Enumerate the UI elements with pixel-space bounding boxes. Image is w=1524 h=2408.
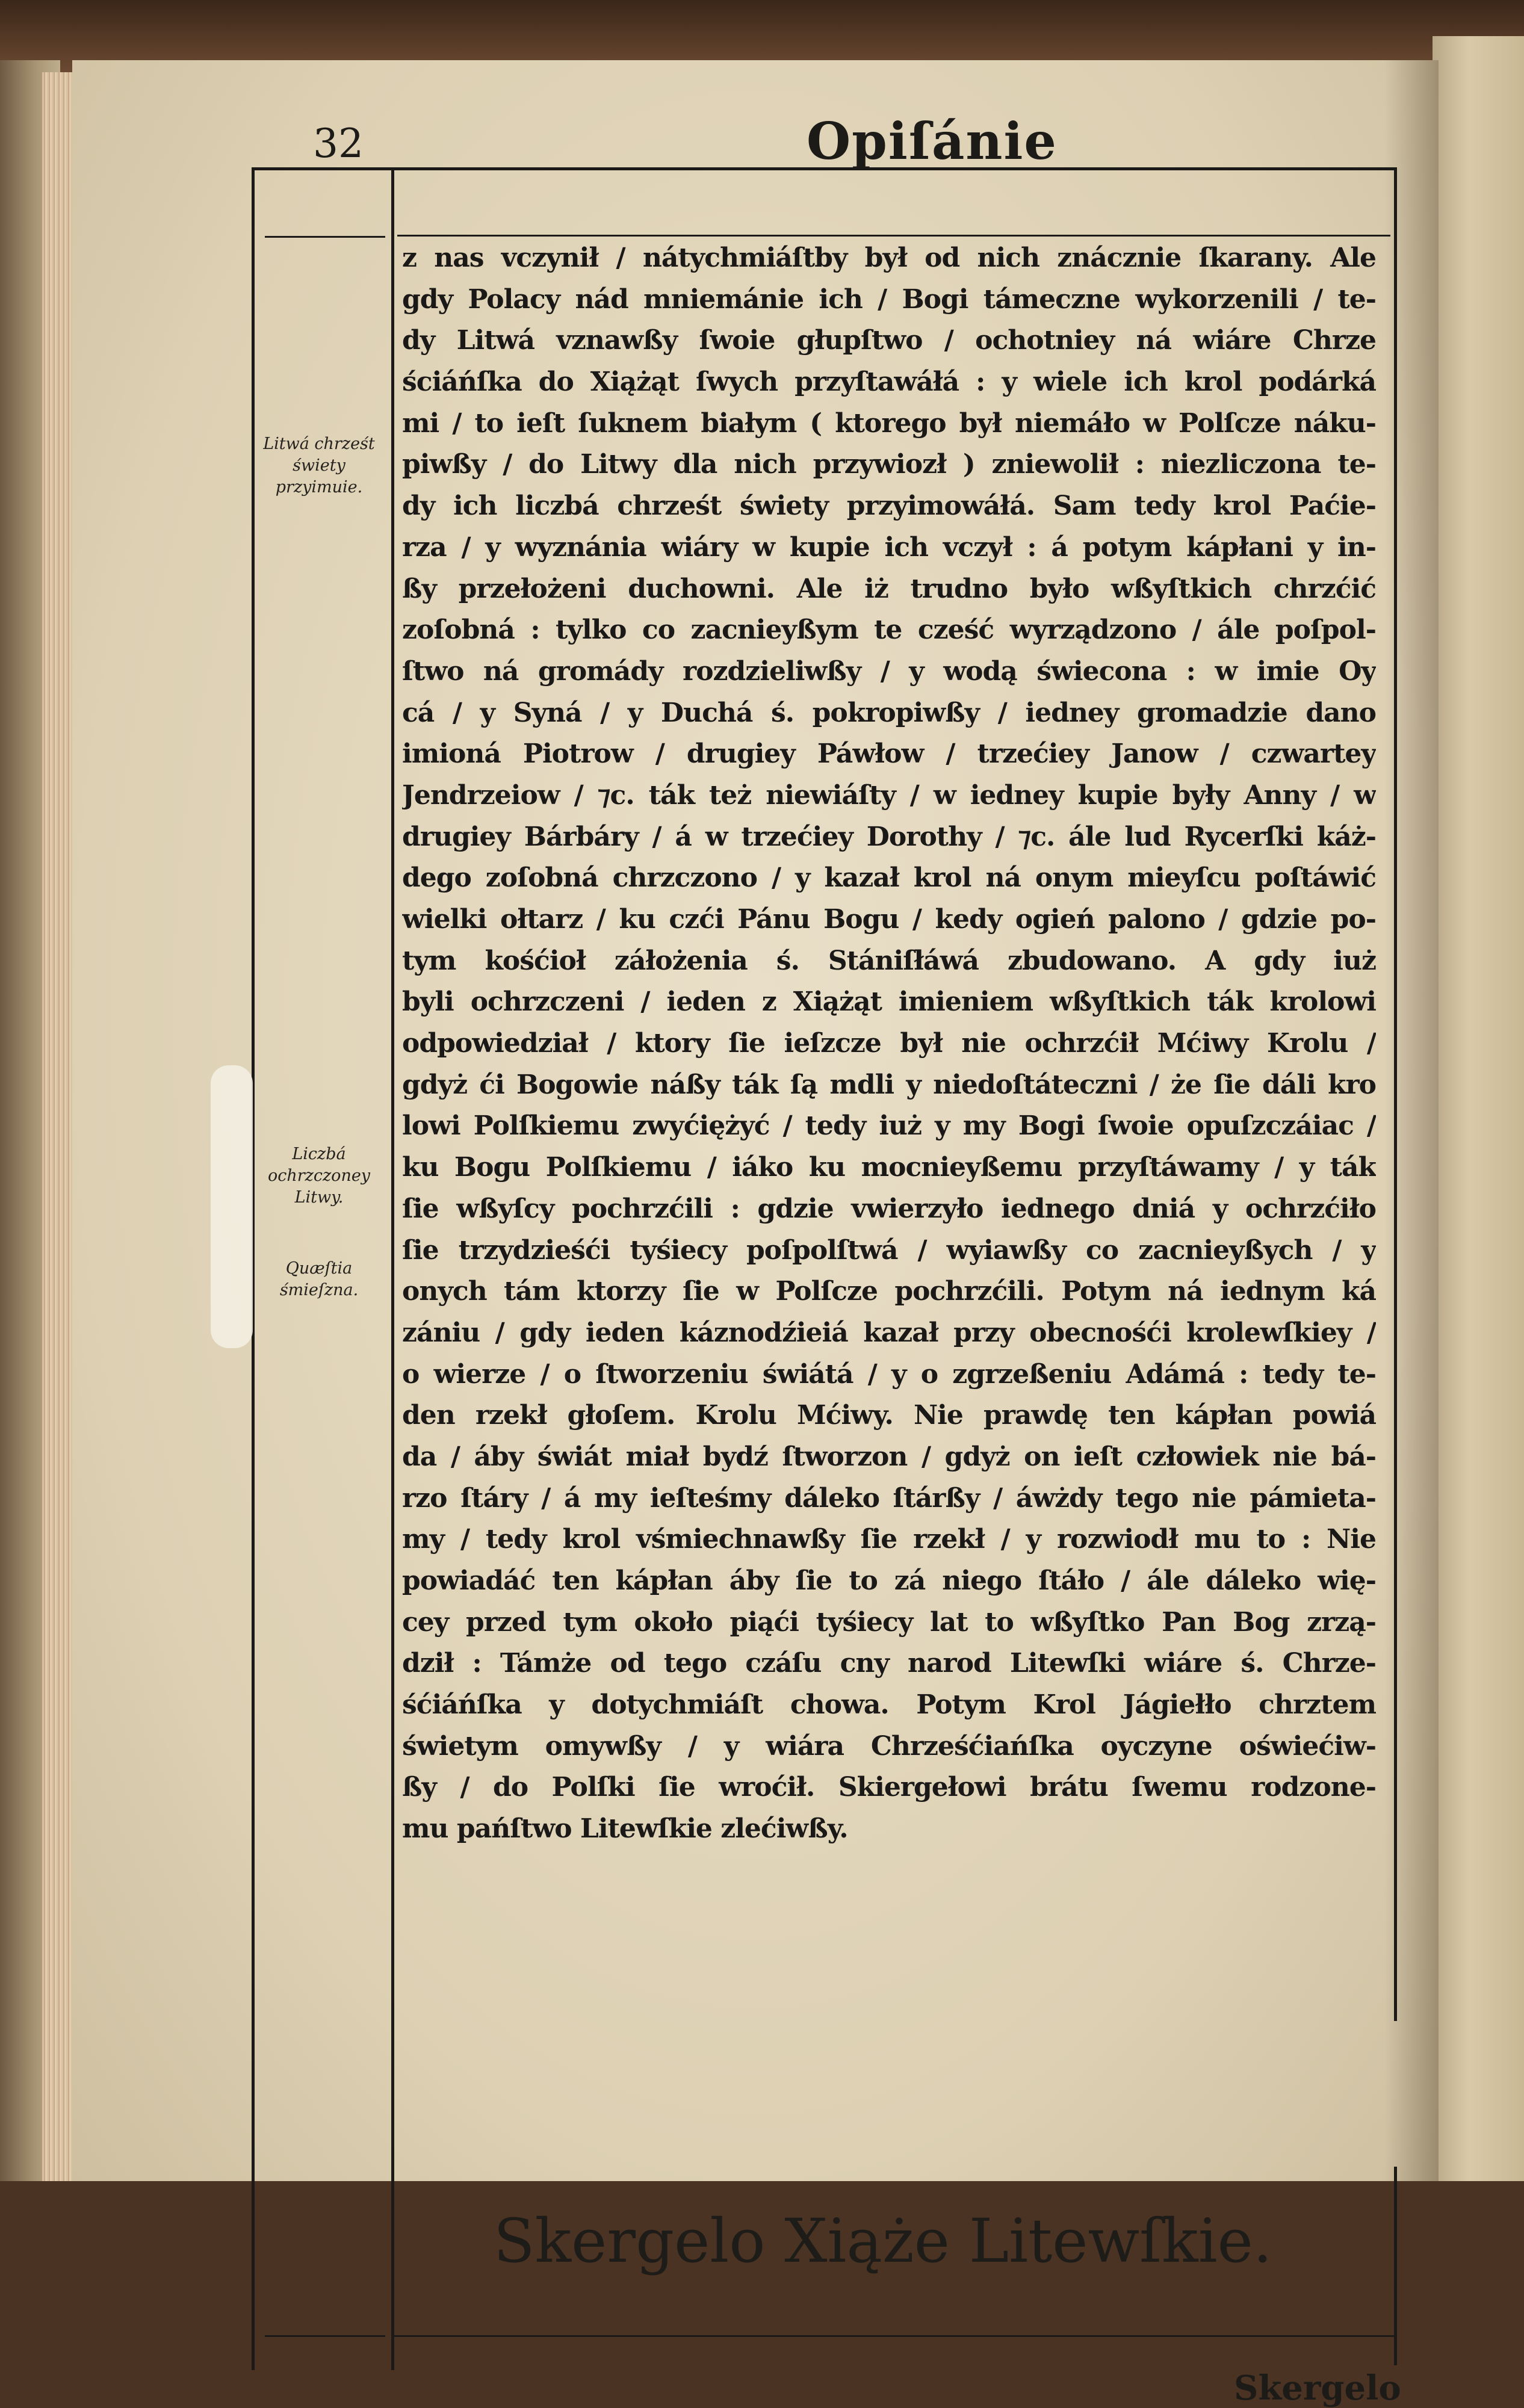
text-line: onych tám ktorzy ſie w Polſcze pochrzćili. Potym ná iednym ká bbox=[402, 1276, 1376, 1307]
text-line: da / áby świát miał bydź ſtworzon / gdyż on ieſt człowiek nie bá- bbox=[402, 1441, 1376, 1472]
text-line: ßy przełożeni duchowni. Ale iż trudno było wßyſtkich chrzćić bbox=[402, 573, 1376, 604]
text-line: ściáńſka do Xiążąt ſwych przyſtawáłá : y wiele ich krol podárká bbox=[402, 367, 1376, 398]
text-line: drugiey Bárbáry / á w trzećiey Dorothy / ⁊c. ále lud Rycerſki káż- bbox=[402, 821, 1376, 852]
facing-page-edge bbox=[1433, 36, 1524, 2181]
text-line: imioná Piotrow / drugiey Páwłow / trzećiey Janow / czwartey bbox=[402, 738, 1376, 770]
text-line: tym kośćioł záłożenia ś. Stániſłáwá zbudowano. A gdy iuż bbox=[402, 945, 1376, 976]
text-line: dy Litwá vznawßy ſwoie głupſtwo / ochotniey ná wiáre Chrze bbox=[402, 325, 1376, 356]
text-line: dził : Támże od tego czáſu cny narod Litewſki wiáre ś. Chrze- bbox=[402, 1648, 1376, 1679]
text-line: zoſobná : tylko co zacnieyßym te cześć wyrządzono / ále poſpol- bbox=[402, 614, 1376, 646]
frame-bottom-rule bbox=[394, 2335, 1396, 2337]
frame-right-rule bbox=[1394, 167, 1397, 2021]
text-line: gdyż ći Bogowie náßy ták ſą mdli y niedoſtáteczni / że ſie dáli kro bbox=[402, 1069, 1376, 1100]
gutter-shadow bbox=[1384, 60, 1439, 2181]
text-line: lowi Polſkiemu zwyćiężyć / tedy iuż y my Bogi ſwoie opuſzczáiac / bbox=[402, 1110, 1376, 1142]
text-line: ku Bogu Polſkiemu / iáko ku mocnieyßemu przyſtáwamy / y ták bbox=[402, 1152, 1376, 1183]
margin-note-count: Liczbá ochrzczoney Litwy. bbox=[267, 1145, 371, 1207]
margin-note-baptism: Litwá chrześt świety przyimuie. bbox=[263, 435, 375, 497]
margin-note-question: Quæſtia śmieſzna. bbox=[279, 1259, 359, 1299]
text-line: rza / y wyznánia wiáry w kupie ich vczył : á potym kápłani y in- bbox=[402, 531, 1376, 563]
frame-head-rule bbox=[397, 235, 1390, 237]
body-text bbox=[402, 238, 1376, 1850]
text-line: rzo ſtáry / á my ieſteśmy dáleko ſtárßy / áwżdy tego nie pámieta- bbox=[402, 1482, 1376, 1514]
text-line: odpowiedział / ktory ſie ieſzcze był nie ochrzćił Mćiwy Krolu / bbox=[402, 1028, 1376, 1059]
text-line: piwßy / do Litwy dla nich przywiozł ) zniewolił : niezliczona te- bbox=[402, 449, 1376, 480]
text-line: ßy / do Polſki ſie wroćił. Skiergełowi brátu ſwemu rodzone- bbox=[402, 1772, 1376, 1803]
text-line: byli ochrzczeni / ieden z Xiążąt imieniem wßyſtkich ták krolowi bbox=[402, 986, 1376, 1018]
text-line: świetym omywßy / y wiára Chrześćiańſka oyczyne oświećiw- bbox=[402, 1730, 1376, 1762]
text-line: gdy Polacy nád mniemánie ich / Bogi támeczne wykorzenili / te- bbox=[402, 283, 1376, 315]
text-line: zániu / gdy ieden káznodźieiá kazał przy obecnośći krolewſkiey / bbox=[402, 1317, 1376, 1348]
text-line: ſie trzydzieśći tyśiecy poſpolſtwá / wyiawßy co zacnieyßych / y bbox=[402, 1234, 1376, 1266]
section-heading: Skergelo Xiąże Litewſkie. bbox=[494, 2206, 1272, 2276]
text-line: dego zoſobná chrzczono / y kazał krol ná onym mieyſcu poſtáwić bbox=[402, 862, 1376, 894]
margin-head-rule bbox=[265, 236, 385, 238]
text-line: den rzekł głoſem. Krolu Mćiwy. Nie prawdę ten kápłan powiá bbox=[402, 1400, 1376, 1431]
text-line: dy ich liczbá chrześt świety przyimowáłá. Sam tedy krol Paćie- bbox=[402, 491, 1376, 522]
frame-bottom-rule-margin bbox=[265, 2335, 385, 2337]
text-line: mi / to ieſt ſuknem białym ( ktorego był niemáło w Polſcze náku- bbox=[402, 407, 1376, 439]
text-line: ſie wßyſcy pochrzćili : gdzie vwierzyło iednego dniá y ochrzćiło bbox=[402, 1193, 1376, 1224]
text-line: ſtwo ná gromády rozdzieliwßy / y wodą świecona : w imie Oy bbox=[402, 655, 1376, 687]
text-line: wielki ołtarz / ku czći Pánu Bogu / kedy ogień palono / gdzie po- bbox=[402, 904, 1376, 935]
catchword: Skergelo bbox=[1234, 2368, 1401, 2408]
text-line: my / tedy krol vśmiechnawßy ſie rzekł / y rozwiodł mu to : Nie bbox=[402, 1524, 1376, 1555]
text-line: z nas vczynił / nátychmiáſtby był od nich znácznie ſkarany. Ale bbox=[402, 243, 1376, 273]
text-line: cá / y Syná / y Duchá ś. pokropiwßy / iedney gromadzie dano bbox=[402, 697, 1376, 728]
text-line: powiadáć ten kápłan áby ſie to zá niego ſtáło / ále dáleko wię- bbox=[402, 1565, 1376, 1596]
running-head: Opiſánie bbox=[807, 111, 1058, 171]
text-line: o wierze / o ſtworzeniu świátá / y o zgrzeßeniu Adámá : tedy te- bbox=[402, 1358, 1376, 1390]
text-line: mu pańſtwo Litewſkie zlećiwßy. bbox=[402, 1813, 848, 1845]
text-line: Jendrzeiow / ⁊c. ták też niewiáſty / w iedney kupie były Anny / w bbox=[402, 779, 1376, 811]
text-line: śćiáńſka y dotychmiáſt chowa. Potym Krol Jágiełło chrztem bbox=[402, 1689, 1376, 1721]
frame-inner-rule bbox=[391, 167, 394, 2370]
page-number: 32 bbox=[313, 120, 364, 167]
text-line: cey przed tym około piąći tyśiecy lat to wßyſtko Pan Bog zrzą- bbox=[402, 1606, 1376, 1638]
